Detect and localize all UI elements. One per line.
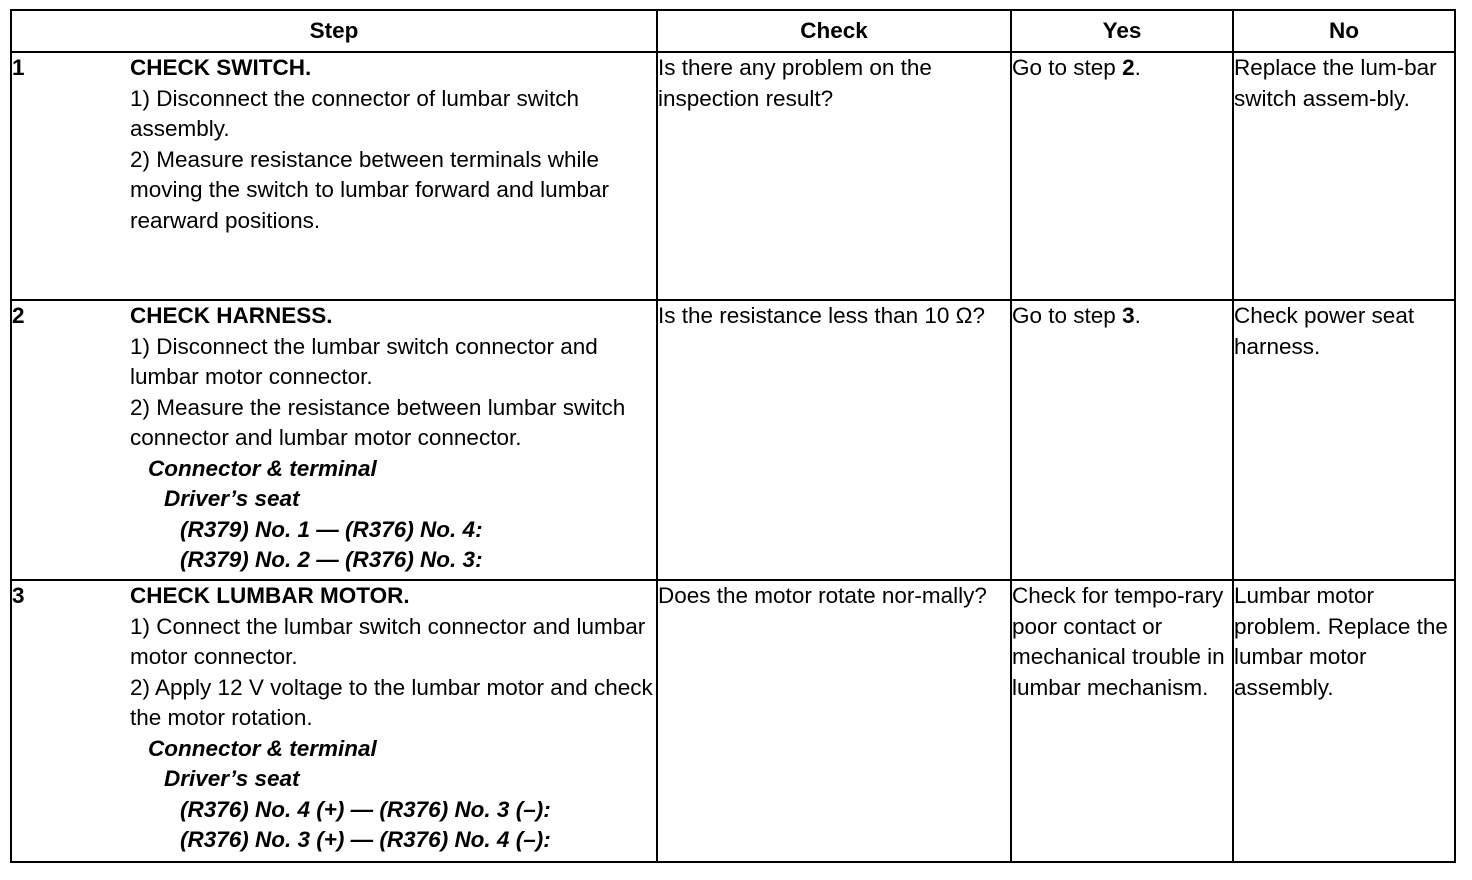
header-step: Step (11, 10, 657, 52)
diagnostic-table (10, 9, 1456, 863)
yes-suffix: . (1134, 303, 1141, 328)
seat-heading: Driver’s seat (164, 766, 300, 791)
step-instruction: 2) Measure resistance between terminals while moving the switch to lumbar forward and lumbar rearward positions. (130, 146, 609, 233)
no-cell: Lumbar motor problem. Replace the lumbar motor assembly. (1233, 580, 1455, 862)
step-number: 1 (12, 55, 25, 80)
yes-prefix: Go to step (1012, 55, 1123, 80)
terminal-spec: (R379) No. 2 — (R376) No. 3: (180, 547, 483, 572)
terminal-spec: (R379) No. 1 — (R376) No. 4: (180, 516, 483, 542)
yes-step-link: 3 (1122, 303, 1135, 328)
terminal-spec: (R376) No. 4 (+) — (R376) No. 3 (–): (180, 796, 551, 822)
step-number: 2 (12, 303, 25, 328)
seat-heading: Driver’s seat (164, 486, 300, 511)
step-cell (11, 52, 657, 300)
step-instruction: 1) Connect the lumbar switch connector and lumbar motor connector. (130, 613, 646, 669)
yes-prefix: Go to step (1012, 303, 1123, 328)
step-title: CHECK HARNESS. (130, 303, 333, 328)
connector-heading: Connector & terminal (148, 735, 377, 761)
step-instruction: 1) Disconnect the lumbar switch connector and lumbar motor connector. (130, 333, 598, 389)
step-instruction: 2) Measure the resistance between lumbar switch connector and lumbar motor connector. (130, 394, 626, 450)
table-row (11, 580, 1455, 862)
check-cell: Is the resistance less than 10 Ω? (657, 300, 1011, 580)
yes-cell: Check for tempo-rary poor contact or mechanical trouble in lumbar mechanism. (1011, 580, 1233, 862)
table-row (11, 52, 1455, 300)
step-title: CHECK LUMBAR MOTOR. (130, 583, 410, 608)
yes-suffix: . (1134, 55, 1141, 80)
table-row (11, 300, 1455, 580)
no-cell: Check power seat harness. (1233, 300, 1455, 580)
connector-heading: Connector & terminal (148, 455, 377, 481)
header-no: No (1233, 10, 1455, 52)
terminal-spec: (R376) No. 3 (+) — (R376) No. 4 (–): (180, 827, 551, 852)
step-instruction: 1) Disconnect the connector of lumbar switch assembly. (130, 85, 579, 141)
step-instruction: 2) Apply 12 V voltage to the lumbar motor and check the motor rotation. (130, 674, 653, 730)
header-yes: Yes (1011, 10, 1233, 52)
header-check: Check (657, 10, 1011, 52)
step-cell (11, 580, 657, 862)
step-cell (11, 300, 657, 580)
yes-cell (1011, 300, 1233, 580)
step-title: CHECK SWITCH. (130, 55, 312, 80)
no-cell: Replace the lum-bar switch assem-bly. (1233, 52, 1455, 300)
check-cell: Does the motor rotate nor-mally? (657, 580, 1011, 862)
yes-cell (1011, 52, 1233, 300)
step-number: 3 (12, 583, 25, 608)
yes-step-link: 2 (1122, 55, 1135, 80)
header-row (11, 10, 1455, 52)
check-cell: Is there any problem on the inspection result? (657, 52, 1011, 300)
